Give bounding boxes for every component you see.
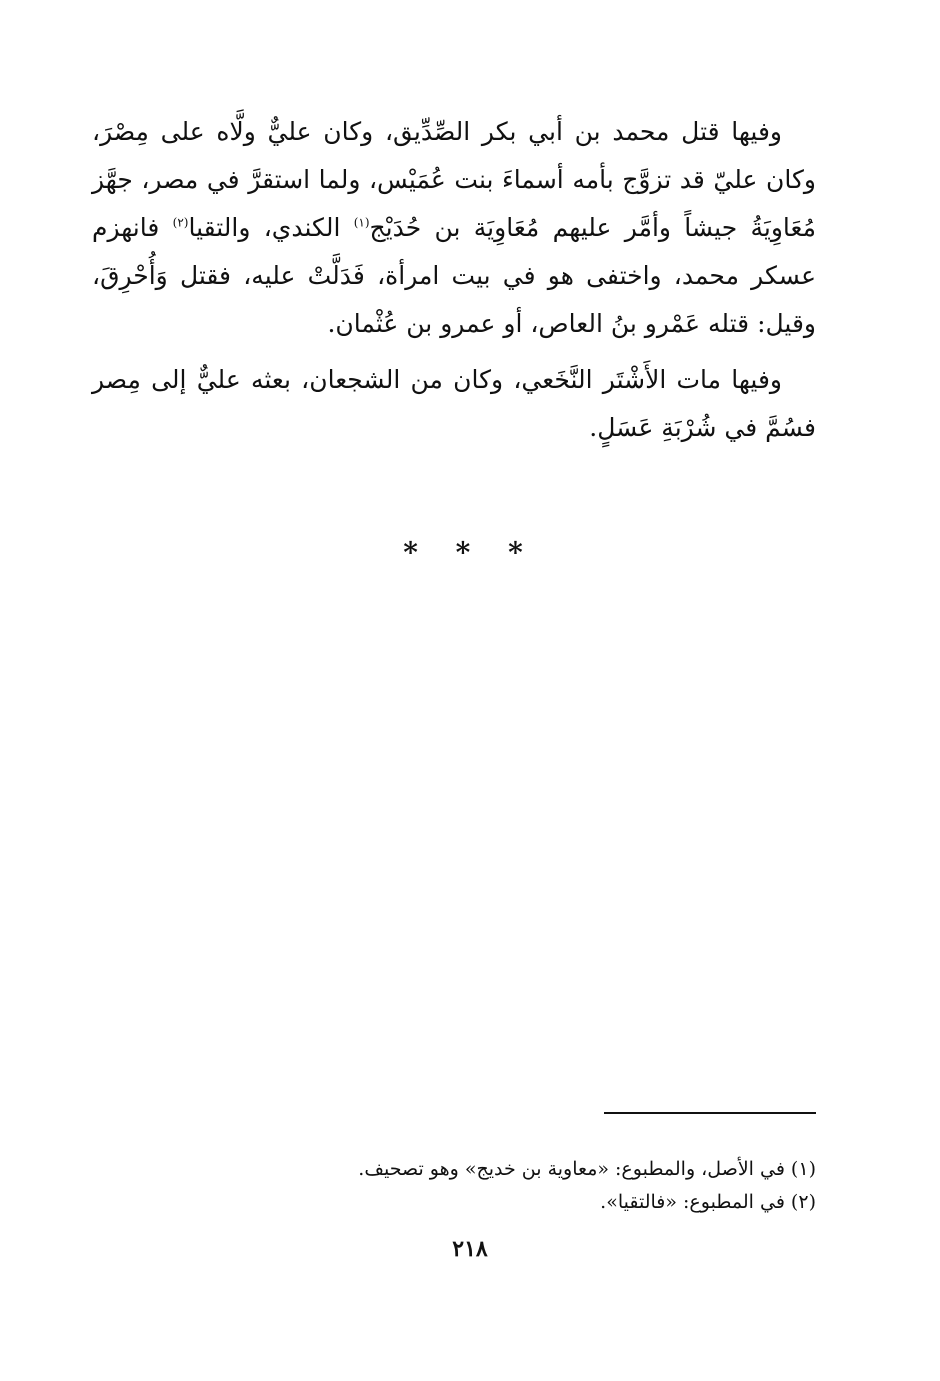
footnote-divider [604, 1112, 816, 1114]
paragraph-1-part-2: الكندي، والتقيا [188, 213, 354, 242]
main-text [92, 108, 816, 460]
section-separator: * * * [403, 536, 537, 569]
footnote-1: (١) في الأصل، والمطبوع: «معاوية بن خديج» وهو تصحيف. [358, 1158, 816, 1180]
footnote-marker-2: (٢) [172, 215, 189, 230]
footnote-marker-1: (١) [353, 215, 370, 230]
footnotes [120, 1153, 816, 1219]
paragraph-1 [92, 108, 816, 348]
paragraph-1-part-1: وفيها قتل محمد بن أبي بكر الصِّدِّيق، وكان عليٌّ ولَّاه على مِصْرَ، وكان عليّ قد تزوَّج بأمه أسماءَ بنت عُمَيْس، ولما استقرَّ في مصر، جهَّز مُعَاوِيَةُ جيشاً وأمَّر عليهم مُعَاوِيَة بن حُدَيْج [92, 117, 816, 242]
paragraph-2: وفيها مات الأَشْتَر النَّخَعي، وكان من الشجعان، بعثه عليٌّ إلى مِصر فسُمَّ في شُرْبَةِ عَسَلٍ. [92, 365, 816, 442]
paragraph-1-part-3: فانهزم عسكر محمد، واختفى هو في بيت امرأة، فَدَلَّتْ عليه، فقتل وَأُحْرِقَ، وقيل: قتله عَمْرو بنُ العاص، أو عمرو بن عُثْمان. [92, 213, 816, 338]
footnote-2: (٢) في المطبوع: «فالتقيا». [600, 1191, 816, 1213]
page-number: ٢١٨ [452, 1236, 488, 1262]
